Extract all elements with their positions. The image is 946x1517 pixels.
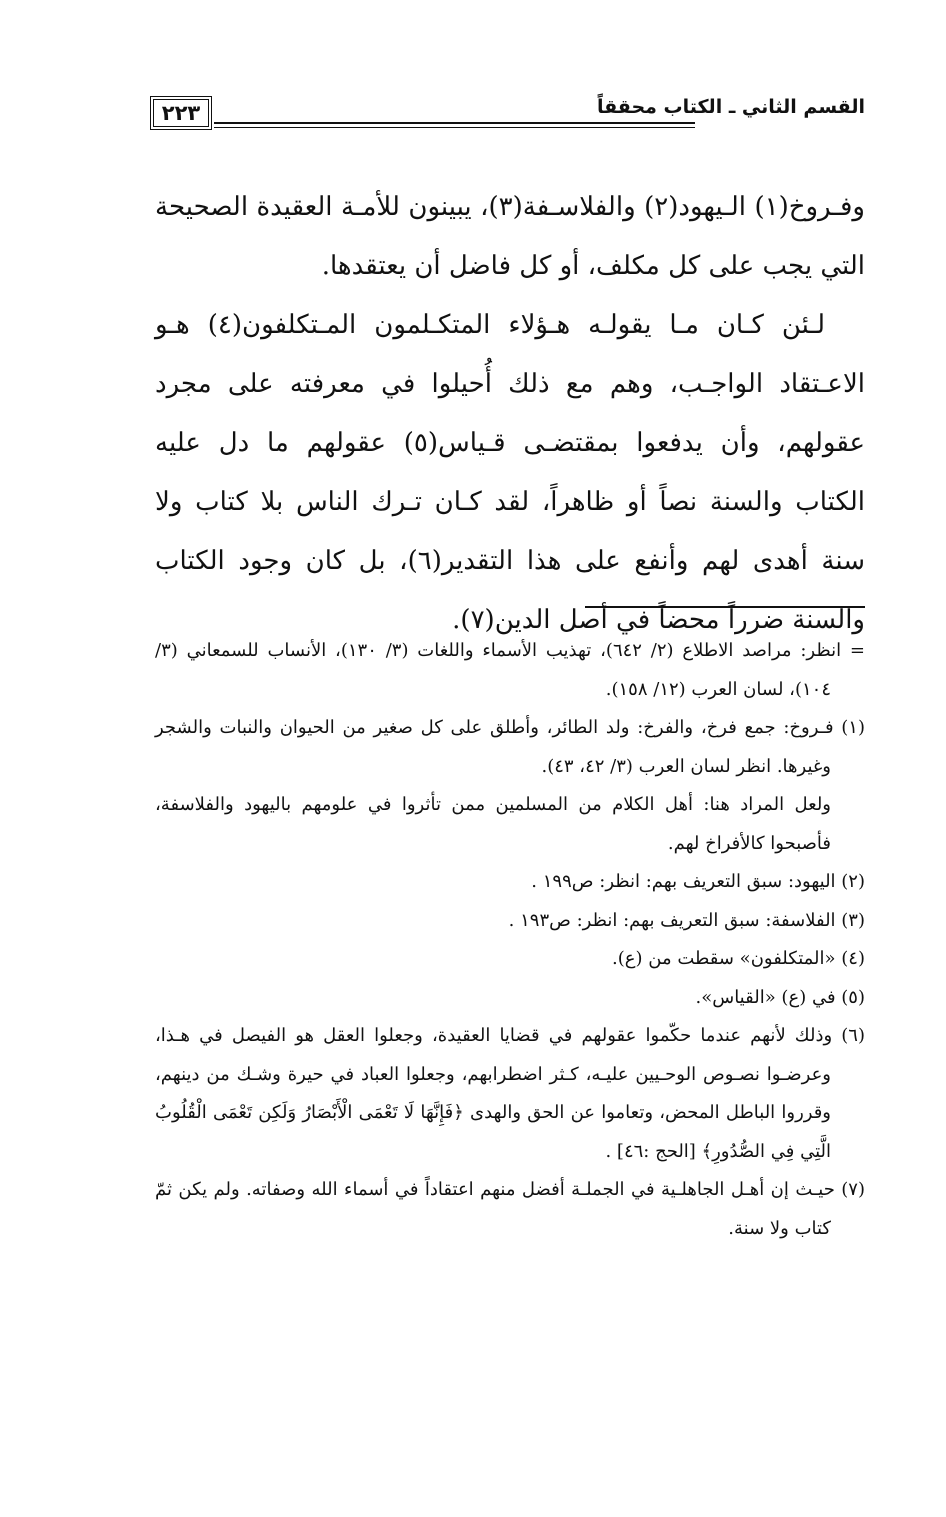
footnote-3: (٣) الفلاسفة: سبق التعريف بهم: انظر: ص١٩٣ . [508,909,865,931]
main-text [155,178,865,650]
footnote-5: (٥) في (ع) «القياس». [695,986,865,1008]
page-header [150,96,865,136]
paragraph-2: لـئن كـان مـا يقولـه هـؤلاء المتكـلمون المـتكلفون(٤) هـو الاعـتقاد الواجـب، وهم مع ذلك أُحيلوا في معرفته على مجرد عقولهم، وأن يدفعوا بمقتضـى قـياس(٥) عقولهم ما دل عليه الكتاب والسنة نصاً أو ظاهراً، لقد كـان تـرك الناس بلا كتاب ولا سنة أهدى لهم وأنفع على هذا التقدير(٦)، بل كان وجود الكتاب والسنة ضرراً محضاً في أصل الدين(٧). [155,310,866,635]
footnote-6: (٦) وذلك لأنهم عندما حكّموا عقولهم في قضايا العقيدة، وجعلوا العقل هو الفيصل في هـذا، وعرضـوا نصـوص الوحـيين عليـه، كـثر اضطرابهم، وجعلوا العباد في حيرة وشـك من دينهم، وقرروا الباطل المحض، وتعاموا عن الحق والهدى ﴿فَإِنَّهَا لَا تَعْمَى الْأَبْصَارُ وَلَكِن تَعْمَى الْقُلُوبُ الَّتِي فِي الصُّدُورِ﴾ [الحج :٤٦] . [155,1025,865,1162]
page-number: ٢٢٣ [150,96,212,130]
paragraph-1: وفـروخ(١) الـيهود(٢) والفلاسـفة(٣)، يبينون للأمـة العقيدة الصحيحة التي يجب على كل مكلف، أو كل فاضل أن يعتقدها. [155,192,865,281]
footnote-1: (١) فـروخ: جمع فرخ، والفرخ: ولد الطائر، وأطلق على كل صغير من الحيوان والنبات والشجر وغيرها. انظر لسان العرب (٣/ ٤٢، ٤٣). [155,717,865,777]
footnote-2: (٢) اليهود: سبق التعريف بهم: انظر: ص١٩٩ . [531,871,865,892]
footnote-4: (٤) «المتكلفون» سقطت من (ع). [612,948,865,969]
footnote-continued: = انظر: مراصد الاطلاع (٢/ ٦٤٢)، تهذيب الأسماء واللغات (٣/ ١٣٠)، الأنساب للسمعاني (٣/ ١٠٤)، لسان العرب (١٢/ ١٥٨). [155,640,865,700]
header-rule [214,122,695,128]
footnote-1-continuation: ولعل المراد هنا: أهل الكلام من المسلمين ممن تأثروا في علومهم باليهود والفلاسفة، فأصبحوا كالأفراخ لهم. [155,794,831,854]
footnote-7: (٧) حيـث إن أهـل الجاهلـية في الجملـة أفضل منهم اعتقاداً في أسماء الله وصفاته. ولم يكن ثمّ كتاب ولا سنة. [155,1179,865,1239]
running-title: القسم الثاني ـ الكتاب محققاً [596,96,865,118]
footnotes [155,632,865,1248]
footnote-separator [585,606,865,608]
